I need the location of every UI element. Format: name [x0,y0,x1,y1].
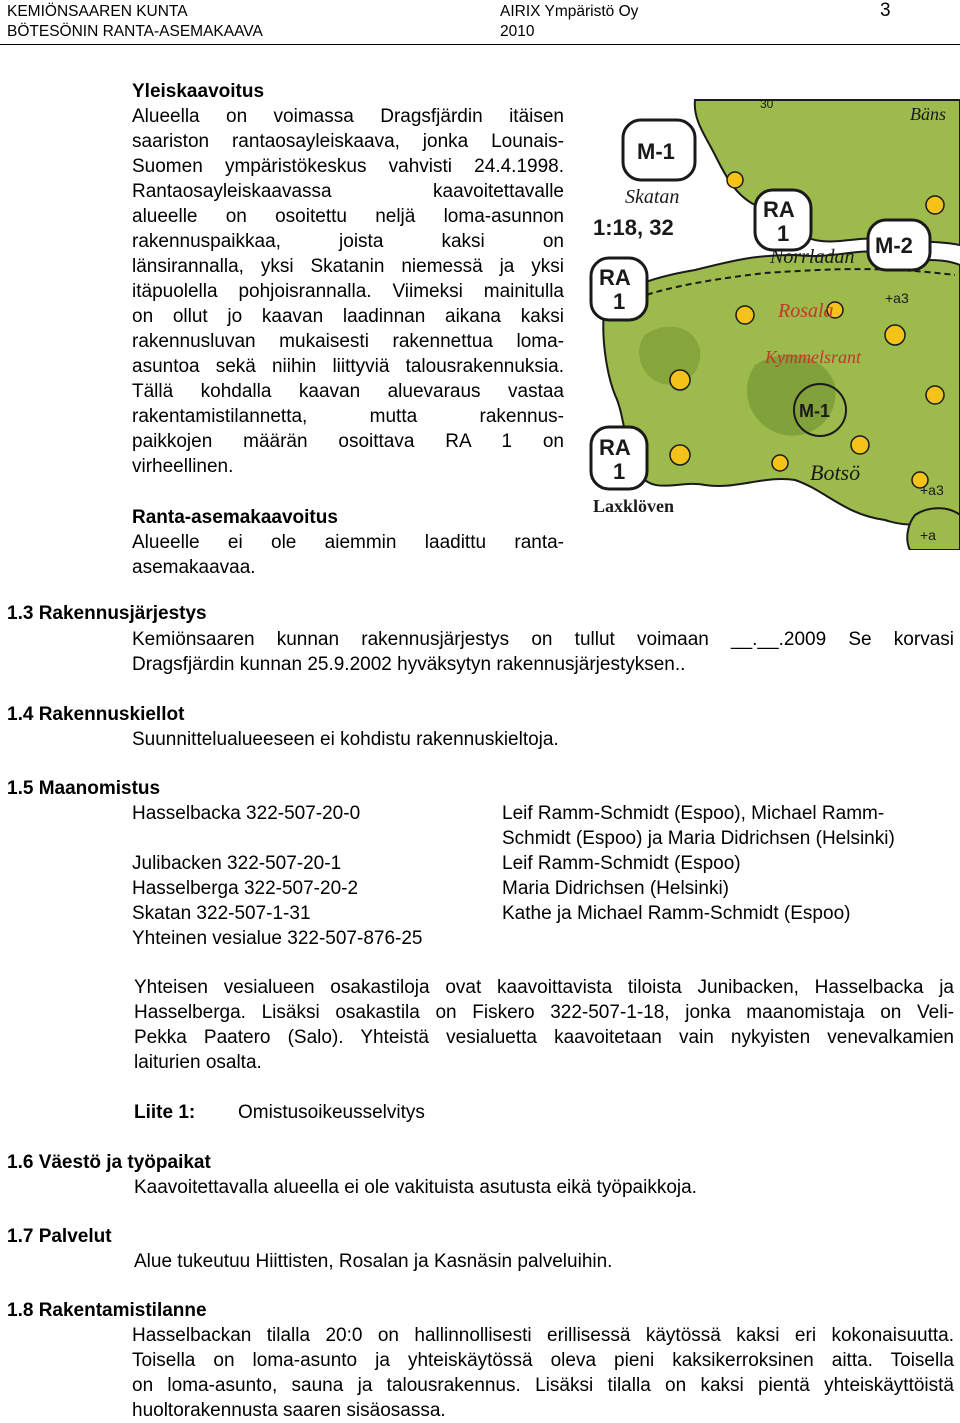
text-line: on loma-asunto, sauna ja talousrakennus. Lisäksi tilalla on kaksi pientä yhteiskäyttöistä [132,1375,954,1396]
section-1-4-text: Suunnittelualueeseen ei kohdistu rakennuskieltoja. [132,729,559,750]
text-line: Hasselberga. Lisäksi osakastila on Fiskero 322-507-1-18, jonka maanomistaja on Veli- [134,1002,954,1023]
map-label-skatan: Skatan [625,186,680,208]
property-name: Skatan 322-507-1-31 [132,903,311,924]
property-owner: Kathe ja Michael Ramm-Schmidt (Espoo) [502,903,851,924]
page-number: 3 [880,0,891,21]
text-line: asuntoa sekä niihin liittyviä talousrakennuksia. [132,356,564,377]
text-line: laiturien osalta. [134,1052,262,1073]
map-label-ra-top: RA [763,197,795,222]
section-1-5-heading: 1.5 Maanomistus [7,778,161,799]
map-label-ra-bottom-num: 1 [613,459,626,484]
ranta-text [132,530,564,580]
section-1-6-heading: 1.6 Väestö ja työpaikat [7,1152,211,1173]
plan-name: BÖTESÖNIN RANTA-ASEMAKAAVA [7,23,263,40]
map-label-bans: Bäns [910,104,946,124]
text-line: rakennuspaikkaa, joista kaksi on [132,231,564,252]
property-owner: Leif Ramm-Schmidt (Espoo) [502,853,741,874]
property-owner: Leif Ramm-Schmidt (Espoo), Michael Ramm- [502,803,885,824]
text-line: asemakaavaa. [132,557,256,578]
map-label-m1-center: M-1 [799,401,830,421]
header-rule [0,44,960,45]
map-plot-marker [670,370,690,390]
map-label-laxkloven: Laxklöven [593,496,675,516]
text-line: Rantaosayleiskaavassa kaavoitettavalle [132,181,564,202]
property-name: Hasselberga 322-507-20-2 [132,878,359,899]
map-label-30: 30 [760,97,774,111]
text-line: on ollut jo kaavan laadinnan aikana kaksi [132,306,564,327]
map-label-m1: M-1 [637,139,675,164]
text-line: saariston rantaosayleiskaava, jonka Lounais- [132,131,564,152]
text-line: rakentamistilannetta, mutta rakennus- [132,406,564,427]
header-middle [500,2,638,42]
attachment-label: Liite 1: [134,1102,196,1123]
map-plot-marker [926,386,944,404]
map-label-ra-left: RA [599,265,631,290]
map-label-scale: 1:18, 32 [593,215,674,240]
property-name: Yhteinen vesialue 322-507-876-25 [132,928,423,949]
text-line: Suomen ympäristökeskus vahvisti 24.4.1998. [132,156,564,177]
zoning-map [585,95,960,550]
header-left [7,2,263,42]
map-plot-marker [736,306,754,324]
map-plot-marker [670,445,690,465]
map-label-botso: Botsö [810,460,861,485]
document-year: 2010 [500,23,535,40]
map-plot-marker [851,436,869,454]
map-label-a3: +a3 [885,290,909,306]
property-owner: Schmidt (Espoo) ja Maria Didrichsen (Helsinki) [502,828,895,849]
section-1-6-text: Kaavoitettavalla alueella ei ole vakituista asutusta eikä työpaikkoja. [134,1177,697,1198]
ranta-heading: Ranta-asemakaavoitus [132,507,338,528]
section-1-3-text [132,627,954,677]
section-1-8-heading: 1.8 Rakentamistilanne [7,1300,207,1321]
text-line: rakennusluvan mukaisesti rakennettua loma- [132,331,564,352]
map-label-a3: +a3 [920,482,944,498]
attachment-title: Omistusoikeusselvitys [238,1102,425,1123]
text-line: Dragsfjärdin kunnan 25.9.2002 hyväksytyn rakennusjärjestyksen.. [132,654,686,675]
map-label-rosala: Rosala [778,300,834,322]
map-label-kymmelsrant: Kymmelsrant [765,347,861,367]
section-1-7-text: Alue tukeutuu Hiittisten, Rosalan ja Kasnäsin palveluihin. [134,1251,613,1272]
map-label-ra-top-num: 1 [777,221,790,246]
map-plot-marker [772,455,788,471]
text-line: alueelle on osoitettu neljä loma-asunnon [132,206,564,227]
municipality-name: KEMIÖNSAAREN KUNTA [7,3,188,20]
section-1-8-text [132,1323,954,1423]
text-line: Yhteisen vesialueen osakastiloja ovat kaavoittavista tiloista Junibacken, Hasselbacka ja [134,977,954,998]
section-1-3-heading: 1.3 Rakennusjärjestys [7,603,207,624]
text-line: Tällä kohdalla kaavan aluevaraus vastaa [132,381,564,402]
text-line: huoltorakennusta saaren sisäosassa. [132,1400,446,1421]
yleiskaavoitus-heading: Yleiskaavoitus [132,81,265,102]
text-line: Alueelle ei ole aiemmin laadittu ranta- [132,532,564,553]
section-1-5-paragraph [134,975,954,1075]
text-line: länsirannalla, yksi Skatanin niemessä ja yksi [132,256,564,277]
property-name: Julibacken 322-507-20-1 [132,853,342,874]
text-line: Hasselbackan tilalla 20:0 on hallinnollisesti erillisessä käytössä kaksi eri kokonaisuutta. [132,1325,954,1346]
text-line: Kemiönsaaren kunnan rakennusjärjestys on tullut voimaan __.__.2009 Se korvasi [132,629,954,650]
section-1-7-heading: 1.7 Palvelut [7,1226,112,1247]
section-1-4-heading: 1.4 Rakennuskiellot [7,704,185,725]
text-line: Pekka Paatero (Salo). Yhteistä vesialuetta kaavoitetaan vain nykyisten venevalkamien [134,1027,954,1048]
consultant-name: AIRIX Ympäristö Oy [500,3,639,20]
map-label-m2: M-2 [875,233,913,258]
text-line: paikkojen määrän osoittava RA 1 on [132,431,564,452]
yleiskaavoitus-text [132,104,564,479]
property-owner: Maria Didrichsen (Helsinki) [502,878,729,899]
text-line: Toisella on loma-asunto ja yhteiskäytössä oleva pieni kaksikerroksinen aitta. Toisella [132,1350,954,1371]
map-plot-marker [727,172,743,188]
map-label-ra-left-num: 1 [613,289,626,314]
map-label-a: +a [920,527,936,543]
map-plot-marker [885,325,905,345]
property-name: Hasselbacka 322-507-20-0 [132,803,361,824]
text-line: Alueella on voimassa Dragsfjärdin itäisen [132,106,564,127]
text-line: virheellinen. [132,456,234,477]
map-label-norrladan: Norrladan [770,246,855,268]
map-plot-marker [926,196,944,214]
map-label-ra-bottom: RA [599,435,631,460]
text-line: itäpuolella pohjoisrannalla. Viimeksi mainitulla [132,281,564,302]
